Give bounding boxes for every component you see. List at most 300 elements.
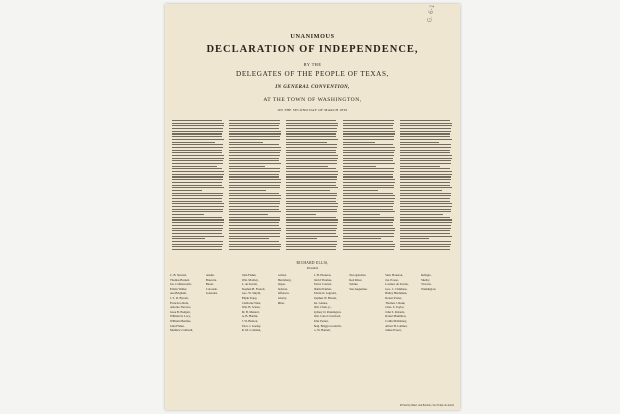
text-line	[229, 171, 280, 172]
text-line	[172, 150, 222, 151]
text-line	[400, 133, 450, 134]
text-line	[400, 131, 451, 132]
signer-column	[314, 273, 348, 399]
document-page	[165, 4, 460, 410]
signer-name: Asa Brigham,	[170, 291, 187, 296]
text-line	[286, 139, 338, 140]
signer-name: John Turner,	[313, 318, 329, 323]
text-line	[229, 244, 281, 245]
text-line	[343, 198, 395, 199]
text-line	[286, 225, 337, 226]
text-line	[400, 236, 452, 237]
text-line	[229, 166, 265, 167]
text-line	[172, 131, 223, 132]
text-line	[286, 217, 336, 218]
text-line	[172, 133, 222, 134]
signer-name: David Thomas,	[313, 277, 332, 282]
signer-name: Thomas Barnett,	[170, 277, 190, 282]
text-line	[229, 193, 279, 194]
text-line	[400, 166, 440, 167]
signer-column	[170, 273, 204, 399]
text-line	[229, 158, 279, 159]
signatures-president-name: RICHARD ELLIS,	[296, 261, 329, 265]
text-line	[172, 142, 215, 143]
signer-name: J. S. D. Byrom,	[170, 295, 189, 300]
text-line	[343, 217, 394, 218]
text-line	[343, 139, 394, 140]
text-line	[286, 150, 336, 151]
text-line	[286, 241, 337, 242]
text-line	[343, 238, 381, 239]
signer-name: Brazoria.	[205, 277, 217, 282]
text-line	[172, 206, 224, 207]
signer-name: Geo. C. Childress,	[385, 286, 408, 291]
text-line	[343, 142, 375, 143]
signer-name: James Power,	[385, 328, 402, 333]
text-line	[229, 179, 281, 180]
text-line	[343, 176, 393, 177]
text-line	[400, 214, 443, 215]
text-line	[400, 228, 451, 229]
text-line	[172, 185, 222, 186]
signer-name: Jas. Collinsworth,	[170, 282, 192, 287]
text-line	[172, 176, 223, 177]
text-line	[172, 249, 222, 250]
text-line	[229, 123, 280, 124]
signer-column	[385, 273, 419, 399]
text-line	[400, 203, 452, 204]
text-line	[229, 133, 281, 134]
text-line	[229, 136, 280, 137]
text-line	[229, 125, 279, 126]
text-line	[400, 206, 452, 207]
text-line	[400, 244, 451, 245]
signer-name: A. B. Hardin,	[241, 314, 258, 319]
text-line	[400, 190, 442, 191]
text-line	[172, 163, 223, 164]
signer-name: Bexar.	[205, 282, 214, 287]
text-line	[286, 203, 338, 204]
signer-column	[278, 273, 312, 399]
signer-column	[206, 273, 240, 399]
signer-name: R. M. Coleman,	[241, 328, 261, 333]
signer-column	[349, 273, 383, 399]
text-line	[400, 174, 452, 175]
text-line	[343, 233, 394, 234]
text-line	[229, 160, 279, 161]
signer-name: Edwd. Conrad,	[313, 282, 332, 287]
signer-name: Robert Hamilton,	[385, 314, 407, 319]
text-line	[286, 142, 327, 143]
signer-name: Martin Parmer,	[313, 286, 332, 291]
text-line	[400, 217, 450, 218]
text-line	[286, 120, 336, 121]
text-line	[400, 211, 451, 212]
text-line	[286, 158, 338, 159]
text-line	[172, 158, 224, 159]
signer-name: Edwin O. Legrand,	[313, 291, 337, 296]
text-line	[286, 228, 337, 229]
signer-name: Liberty.	[277, 295, 288, 300]
text-line	[172, 198, 222, 199]
text-line	[286, 123, 338, 124]
text-line	[229, 120, 280, 121]
text-line	[172, 241, 223, 242]
text-line	[172, 238, 205, 239]
text-line	[400, 139, 452, 140]
text-line	[229, 249, 280, 250]
text-line	[172, 219, 224, 220]
text-line	[172, 190, 202, 191]
text-line	[172, 233, 222, 234]
text-line	[229, 147, 281, 148]
text-line	[343, 236, 394, 237]
text-line	[343, 147, 395, 148]
text-line	[229, 201, 280, 202]
text-line	[343, 131, 395, 132]
text-line	[400, 152, 450, 153]
signer-name: Francisco Ruiz,	[170, 300, 189, 305]
signer-name: J. W. Bunton,	[241, 318, 259, 323]
text-line	[343, 228, 395, 229]
text-line	[172, 187, 224, 188]
text-line	[343, 209, 393, 210]
signer-name: Antonio Navarro,	[170, 305, 192, 310]
signer-name: M. B. Menard,	[241, 309, 260, 314]
signer-name: Stephen W. Blount,	[313, 295, 337, 300]
text-line	[286, 230, 336, 231]
text-line	[343, 160, 393, 161]
body-column	[286, 120, 339, 257]
signer-name: Lorenzo de Zavala,	[385, 282, 409, 287]
text-line	[172, 160, 223, 161]
signer-name: Wm. Clark, jr.,	[313, 305, 332, 310]
text-line	[286, 198, 336, 199]
text-line	[286, 209, 337, 210]
text-line	[343, 152, 394, 153]
signer-name: Jackson.	[277, 286, 288, 291]
text-line	[400, 185, 450, 186]
text-line	[286, 193, 337, 194]
signer-name: Robert Potter,	[385, 295, 402, 300]
text-line	[172, 217, 222, 218]
text-line	[400, 230, 450, 231]
text-line	[286, 133, 336, 134]
text-line	[343, 182, 395, 183]
text-line	[400, 125, 452, 126]
text-line	[172, 236, 224, 237]
text-line	[286, 163, 337, 164]
signer-name: Bailey Hardeman,	[385, 291, 408, 296]
text-line	[286, 155, 338, 156]
text-line	[343, 193, 393, 194]
text-line	[400, 195, 451, 196]
text-line	[286, 168, 336, 169]
signer-name: Nacogdoches.	[349, 273, 367, 277]
text-line	[343, 163, 395, 164]
text-line	[343, 123, 394, 124]
declaration-body-text	[172, 120, 453, 257]
signer-name: Jas. Power,	[385, 277, 399, 282]
text-line	[343, 179, 395, 180]
text-line	[229, 139, 280, 140]
text-line	[286, 190, 330, 191]
text-line	[172, 128, 223, 129]
signer-name: Thomas J. Rusk,	[385, 300, 406, 305]
text-line	[229, 236, 280, 237]
text-line	[172, 244, 223, 245]
text-line	[172, 147, 223, 148]
text-line	[400, 201, 450, 202]
text-line	[172, 203, 224, 204]
signer-name: Gonzales.	[205, 291, 218, 296]
signer-name: Mina.	[277, 300, 285, 305]
text-line	[172, 174, 224, 175]
text-line	[229, 230, 281, 231]
signer-name: L. de Zavala,	[241, 282, 258, 287]
text-line	[343, 222, 393, 223]
signer-name: Chas. S. Taylor,	[385, 305, 405, 310]
text-line	[400, 193, 451, 194]
text-line	[343, 195, 395, 196]
text-line	[172, 195, 223, 196]
signer-name: Washington.	[421, 286, 437, 291]
text-line	[400, 147, 451, 148]
text-line	[229, 150, 281, 151]
text-line	[229, 187, 280, 188]
signer-name: Albert H. Latimer,	[385, 323, 408, 328]
text-line	[400, 160, 451, 161]
text-line	[400, 179, 451, 180]
signer-name: Matthew Caldwell,	[170, 328, 193, 333]
signer-name: Goliad.	[277, 273, 287, 277]
text-line	[286, 238, 317, 239]
text-line	[400, 209, 451, 210]
text-line	[286, 185, 336, 186]
text-line	[343, 128, 393, 129]
signatures-section	[170, 261, 455, 401]
text-line	[343, 150, 395, 151]
pencil-annotation: G. 6-1	[425, 4, 436, 24]
text-line	[400, 182, 450, 183]
text-line	[343, 201, 394, 202]
text-line	[229, 182, 281, 183]
text-line	[343, 241, 393, 242]
text-line	[400, 163, 451, 164]
text-line	[229, 142, 263, 143]
signer-name: John Fisher,	[170, 323, 185, 328]
signer-name: Jefferson.	[277, 291, 290, 296]
text-line	[343, 174, 393, 175]
text-line	[286, 246, 336, 247]
signer-name: Sydney O. Pennington,	[313, 309, 342, 314]
text-line	[343, 214, 380, 215]
text-line	[343, 190, 378, 191]
text-line	[286, 166, 328, 167]
text-line	[286, 236, 338, 237]
text-line	[172, 214, 204, 215]
text-line	[229, 198, 281, 199]
signer-name: San Augustine.	[349, 286, 368, 291]
text-line	[229, 233, 280, 234]
text-line	[400, 128, 451, 129]
document-title: DECLARATION OF INDEPENDENCE,	[206, 44, 419, 55]
signer-name: Victoria.	[421, 282, 432, 287]
signer-name: Elijah Stapp,	[241, 295, 258, 300]
text-line	[172, 230, 222, 231]
text-line	[229, 241, 279, 242]
text-line	[286, 195, 337, 196]
signer-name: Sam. Houston,	[385, 273, 404, 277]
text-line	[229, 174, 279, 175]
signer-name: William D. Lacy,	[170, 314, 191, 319]
text-line	[229, 195, 281, 196]
text-line	[172, 225, 223, 226]
text-line	[400, 198, 450, 199]
text-line	[172, 139, 224, 140]
signer-name: Red River.	[349, 277, 363, 282]
text-line	[286, 219, 338, 220]
text-line	[229, 222, 279, 223]
text-line	[172, 222, 224, 223]
text-line	[172, 171, 224, 172]
signer-name: William Menifee,	[170, 318, 192, 323]
text-line	[172, 152, 222, 153]
heading-delegates: DELEGATES OF THE PEOPLE OF TEXAS,	[236, 70, 389, 78]
signer-name: Benj. Briggs Goodrich,	[313, 323, 342, 328]
signer-name: Colorado.	[205, 286, 218, 291]
signer-name: Harrisburg.	[277, 277, 292, 282]
body-column	[400, 120, 453, 257]
signer-name: Wm. B. Scates,	[241, 305, 261, 310]
text-line	[400, 123, 452, 124]
text-line	[229, 217, 280, 218]
heading-unanimous: UNANIMOUS	[290, 33, 335, 40]
signer-name: Jesse B. Badgett,	[170, 309, 191, 314]
text-line	[343, 144, 393, 145]
text-line	[286, 233, 336, 234]
text-line	[400, 249, 450, 250]
text-line	[400, 238, 429, 239]
text-line	[229, 214, 268, 215]
text-line	[286, 131, 337, 132]
signer-name: John Fisher,	[241, 273, 257, 277]
text-line	[400, 241, 451, 242]
text-line	[229, 176, 279, 177]
signer-name: John S. Roberts,	[385, 309, 405, 314]
text-line	[286, 249, 336, 250]
text-line	[286, 206, 338, 207]
text-line	[286, 222, 338, 223]
printer-imprint: Printed by Baker and Bordens, San Felipe de Austin	[399, 404, 454, 407]
text-line	[400, 176, 451, 177]
text-line	[286, 211, 337, 212]
text-line	[229, 163, 281, 164]
heading-town: AT THE TOWN OF WASHINGTON,	[263, 97, 362, 103]
text-line	[286, 144, 337, 145]
text-line	[343, 136, 394, 137]
heading-general-convention: IN GENERAL CONVENTION,	[275, 85, 350, 90]
text-line	[400, 171, 452, 172]
signer-name: Wm. Mottley,	[241, 277, 259, 282]
text-line	[229, 219, 280, 220]
text-line	[172, 120, 222, 121]
text-line	[172, 155, 224, 156]
heading-date: ON THE SECOND DAY OF MARCH 1836	[277, 108, 348, 112]
text-line	[400, 246, 450, 247]
text-line	[343, 158, 393, 159]
text-line	[343, 168, 394, 169]
text-line	[229, 225, 279, 226]
text-line	[400, 144, 451, 145]
text-line	[286, 182, 336, 183]
text-line	[343, 187, 394, 188]
text-line	[343, 246, 395, 247]
signer-name: G. W. Barnett,	[313, 328, 331, 333]
text-line	[172, 168, 222, 169]
text-line	[343, 244, 395, 245]
text-line	[400, 150, 450, 151]
text-line	[400, 219, 452, 220]
text-line	[400, 136, 450, 137]
text-line	[172, 182, 222, 183]
text-line	[286, 214, 316, 215]
text-line	[172, 228, 223, 229]
signer-column	[242, 273, 276, 399]
text-line	[229, 211, 281, 212]
signer-name: Austin.	[205, 273, 215, 277]
signer-name: Jasper.	[277, 282, 286, 287]
signer-name: Collin McKinney,	[385, 318, 407, 323]
text-line	[172, 125, 224, 126]
text-line	[172, 209, 223, 210]
text-line	[229, 144, 279, 145]
text-line	[343, 133, 395, 134]
text-line	[343, 206, 393, 207]
text-line	[172, 211, 223, 212]
text-line	[286, 152, 336, 153]
text-line	[286, 179, 337, 180]
signer-name: Sabine.	[349, 282, 359, 287]
text-line	[172, 179, 223, 180]
signer-name: Wm. Carrol Crawford,	[313, 314, 341, 319]
text-line	[229, 190, 266, 191]
text-line	[172, 144, 223, 145]
text-line	[172, 123, 224, 124]
signer-name: C. B. Stewart,	[170, 273, 187, 277]
text-line	[286, 128, 337, 129]
text-line	[286, 160, 337, 161]
text-line	[229, 185, 280, 186]
text-line	[343, 120, 394, 121]
text-line	[400, 120, 450, 121]
heading-by-the: BY THE	[303, 62, 322, 67]
text-line	[229, 228, 281, 229]
body-column	[172, 120, 225, 257]
text-line	[343, 166, 376, 167]
signer-name: Refugio.	[421, 273, 432, 277]
signature-columns	[170, 273, 455, 399]
text-line	[343, 219, 394, 220]
text-line	[343, 203, 394, 204]
signer-name: S. H. Houston,	[313, 273, 332, 277]
signer-name: Stephen H. Everett,	[241, 286, 266, 291]
text-line	[172, 136, 222, 137]
body-column	[229, 120, 282, 257]
text-line	[343, 155, 394, 156]
text-line	[229, 209, 279, 210]
signer-name: Jas. Gaines,	[313, 300, 328, 305]
